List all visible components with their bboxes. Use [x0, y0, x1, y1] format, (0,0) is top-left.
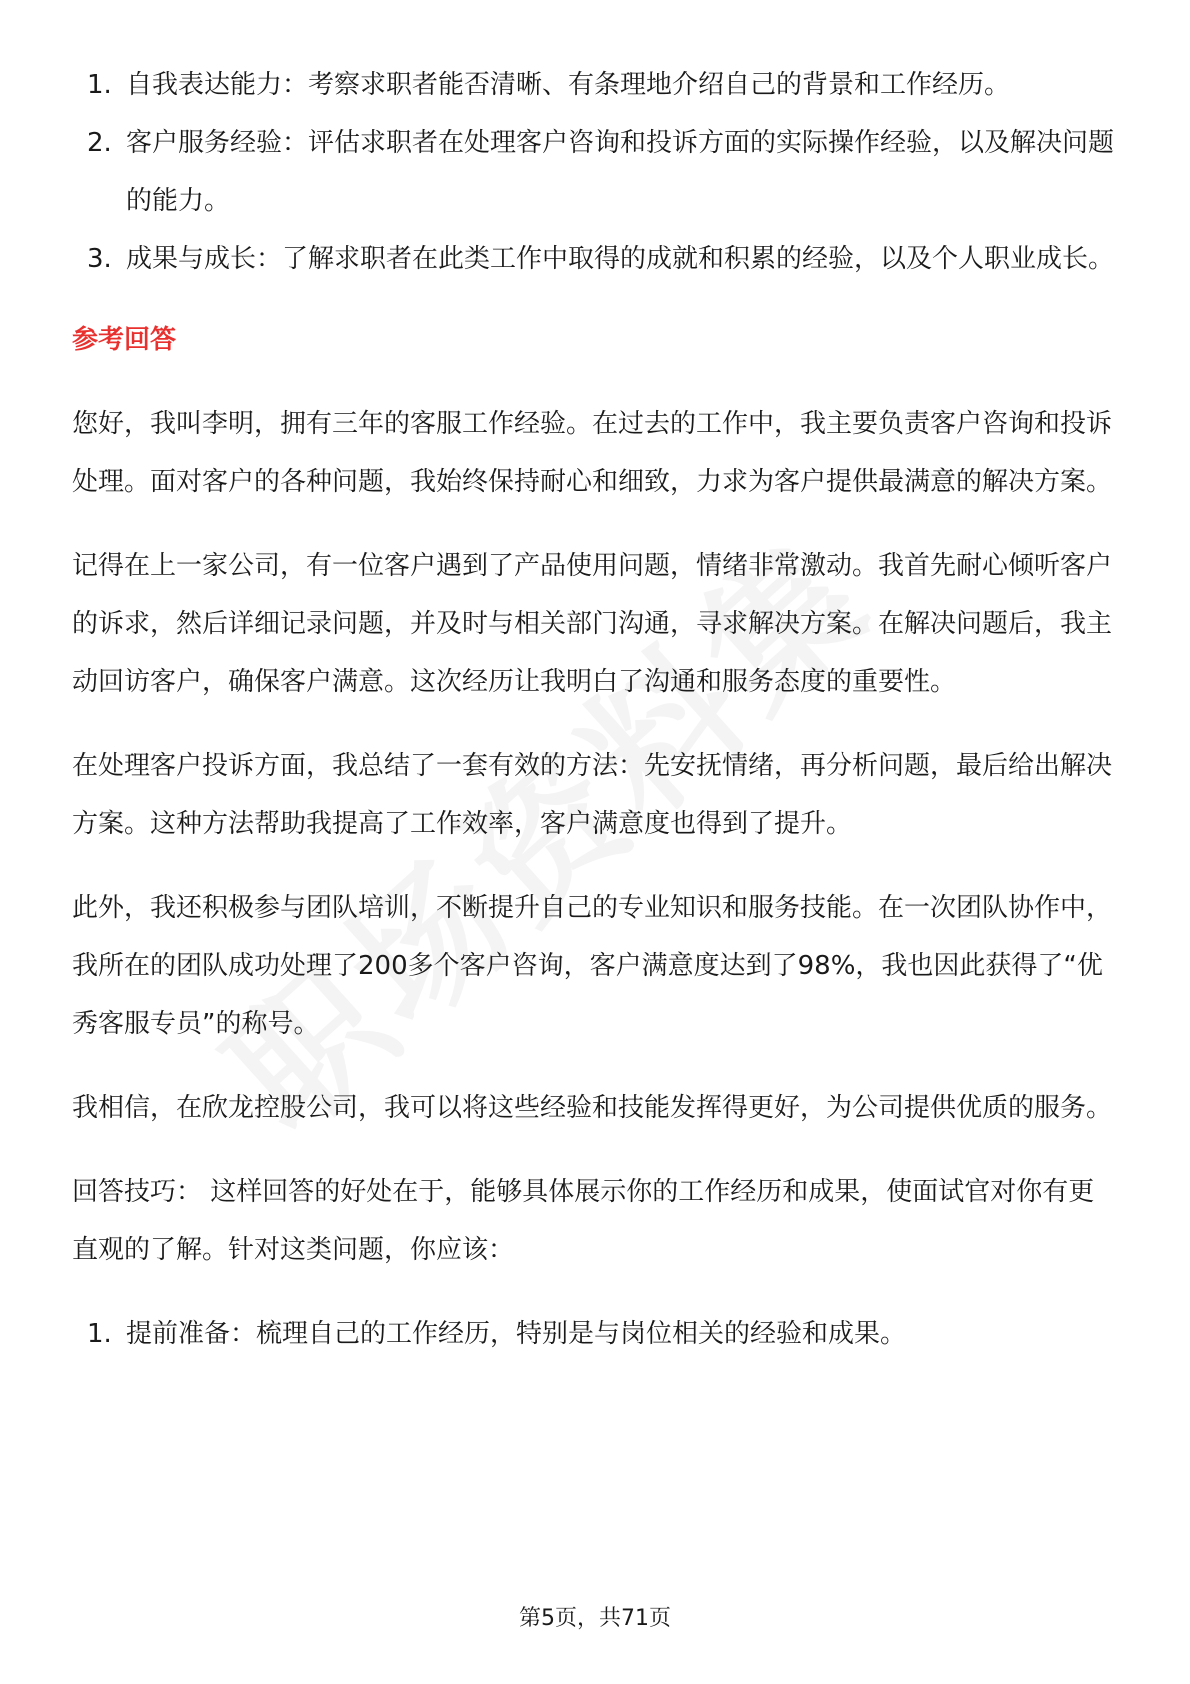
tips-paragraph: 回答技巧： 这样回答的好处在于，能够具体展示你的工作经历和成果，使面试官对你有更直观的了解。针对这类问题，你应该： — [72, 1177, 1095, 1265]
list-number: 2. — [87, 128, 112, 158]
list-item — [72, 56, 1118, 114]
evaluation-points-list — [72, 56, 1118, 288]
answer-paragraph: 我相信，在欣龙控股公司，我可以将这些经验和技能发挥得更好，为公司提供优质的服务。 — [72, 1093, 1113, 1123]
list-text: 提前准备：梳理自己的工作经历，特别是与岗位相关的经验和成果。 — [126, 1319, 907, 1349]
document-body — [72, 56, 1118, 1363]
answer-heading: 参考回答 — [72, 325, 177, 355]
answer-paragraph: 此外，我还积极参与团队培训，不断提升自己的专业知识和服务技能。在一次团队协作中，我所在的团队成功处理了200多个客户咨询，客户满意度达到了98%，我也因此获得了“优秀客服专员”的称号。 — [72, 893, 1113, 1039]
page-footer: 第5页，共71页 — [519, 1606, 671, 1631]
answer-paragraph: 记得在上一家公司，有一位客户遇到了产品使用问题，情绪非常激动。我首先耐心倾听客户的诉求，然后详细记录问题，并及时与相关部门沟通，寻求解决方案。在解决问题后，我主动回访客户，确保客户满意。这次经历让我明白了沟通和服务态度的重要性。 — [72, 551, 1113, 697]
list-number: 1. — [87, 1319, 112, 1349]
list-text: 客户服务经验：评估求职者在处理客户咨询和投诉方面的实际操作经验，以及解决问题的能力。 — [126, 128, 1115, 216]
list-text: 自我表达能力：考察求职者能否清晰、有条理地介绍自己的背景和工作经历。 — [126, 70, 1011, 100]
list-text: 成果与成长：了解求职者在此类工作中取得的成就和积累的经验，以及个人职业成长。 — [126, 244, 1115, 274]
list-number: 3. — [87, 244, 112, 274]
answer-paragraph: 您好，我叫李明，拥有三年的客服工作经验。在过去的工作中，我主要负责客户咨询和投诉处理。面对客户的各种问题，我始终保持耐心和细致，力求为客户提供最满意的解决方案。 — [72, 409, 1113, 497]
list-item — [72, 230, 1118, 288]
list-number: 1. — [87, 70, 112, 100]
answer-paragraph: 在处理客户投诉方面，我总结了一套有效的方法：先安抚情绪，再分析问题，最后给出解决方案。这种方法帮助我提高了工作效率，客户满意度也得到了提升。 — [72, 751, 1113, 839]
tips-list — [72, 1305, 1118, 1363]
list-item — [72, 114, 1118, 230]
list-item — [72, 1305, 1118, 1363]
